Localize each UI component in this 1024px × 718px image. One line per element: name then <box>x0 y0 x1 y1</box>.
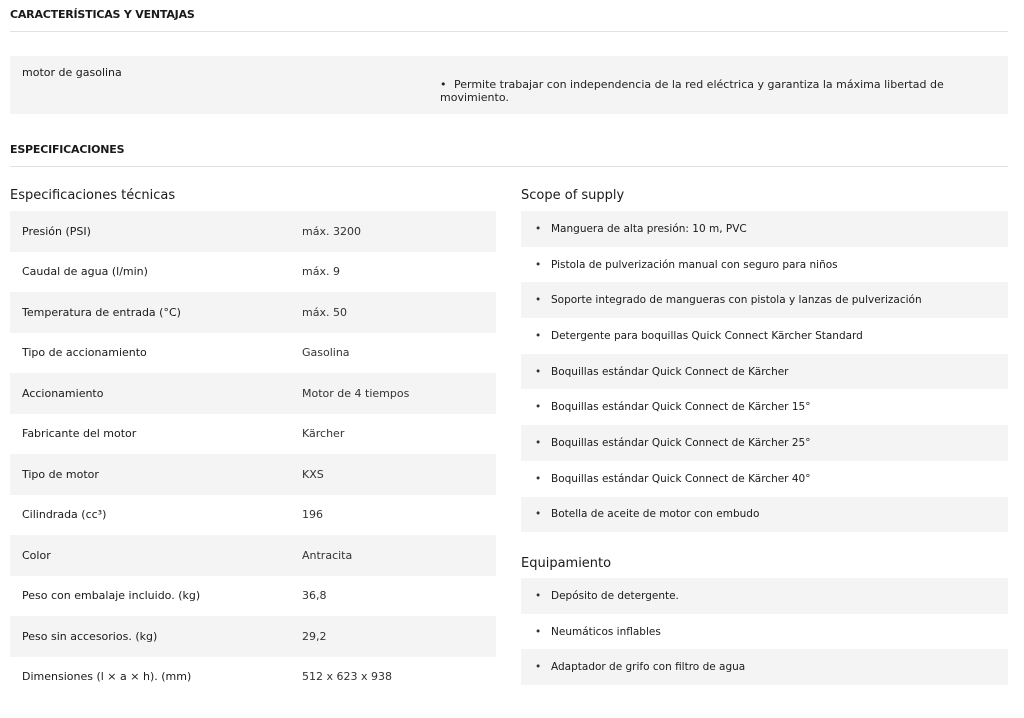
spec-value: 512 x 623 x 938 <box>302 670 392 684</box>
list-item <box>521 318 1008 354</box>
spec-label: Tipo de motor <box>22 467 99 481</box>
bullet-icon: • <box>535 294 542 307</box>
spec-row <box>10 292 496 333</box>
scope-title: Scope of supply <box>521 188 625 203</box>
spec-value: Antracita <box>302 548 353 562</box>
list-item-text: Boquillas estándar Quick Connect de Kärcher <box>551 365 789 378</box>
spec-row <box>10 576 496 617</box>
spec-value: Gasolina <box>302 346 350 360</box>
list-item <box>521 389 1008 425</box>
spec-label: Dimensiones (l × a × h). (mm) <box>22 670 192 684</box>
specs-divider <box>10 166 1008 167</box>
spec-label: Temperatura de entrada (°C) <box>22 305 181 319</box>
list-item <box>521 282 1008 318</box>
spec-value: 196 <box>302 508 323 522</box>
spec-value: 36,8 <box>302 589 327 603</box>
feature-row <box>10 56 1008 114</box>
list-item-text: Boquillas estándar Quick Connect de Kärcher 25° <box>551 436 811 449</box>
spec-label: Color <box>22 548 51 562</box>
list-item-text: Adaptador de grifo con filtro de agua <box>551 661 746 674</box>
list-item-text: Soporte integrado de mangueras con pistola y lanzas de pulverización <box>551 294 922 307</box>
spec-row <box>10 414 496 455</box>
list-item-text: Detergente para boquillas Quick Connect Kärcher Standard <box>551 329 863 342</box>
spec-row <box>10 454 496 495</box>
tech-specs-table <box>10 211 496 697</box>
spec-value: 29,2 <box>302 629 327 643</box>
spec-row <box>10 616 496 657</box>
bullet-icon: • <box>535 589 542 602</box>
tech-specs-title: Especificaciones técnicas <box>10 188 176 203</box>
spec-row <box>10 211 496 252</box>
spec-row <box>10 373 496 414</box>
spec-value: Kärcher <box>302 427 345 441</box>
list-item-text: Pistola de pulverización manual con seguro para niños <box>551 258 838 271</box>
list-item <box>521 211 1008 247</box>
features-section-title: CARACTERÍSTICAS Y VENTAJAS <box>10 8 195 21</box>
list-item <box>521 614 1008 650</box>
spec-row <box>10 333 496 374</box>
bullet-icon: • <box>535 436 542 449</box>
feature-bullet <box>440 78 1008 104</box>
bullet-icon: • <box>535 222 542 235</box>
spec-row <box>10 535 496 576</box>
bullet-icon: • <box>535 401 542 414</box>
spec-row <box>10 252 496 293</box>
spec-row <box>10 495 496 536</box>
spec-label: Fabricante del motor <box>22 427 137 441</box>
equipment-list <box>521 578 1008 685</box>
bullet-icon: • <box>535 258 542 271</box>
scope-list <box>521 211 1008 532</box>
bullet-icon: • <box>535 365 542 378</box>
spec-label: Cilindrada (cc³) <box>22 508 107 522</box>
list-item <box>521 461 1008 497</box>
spec-row <box>10 657 496 698</box>
spec-value: máx. 3200 <box>302 224 361 238</box>
bullet-icon: • <box>535 472 542 485</box>
list-item <box>521 497 1008 533</box>
spec-label: Accionamiento <box>22 386 104 400</box>
spec-value: máx. 9 <box>302 265 340 279</box>
bullet-icon: • <box>535 329 542 342</box>
equipment-title: Equipamiento <box>521 556 612 571</box>
spec-label: Peso sin accesorios. (kg) <box>22 629 158 643</box>
feature-bullet-text: Permite trabajar con independencia de la red eléctrica y garantiza la máxima libertad de movimiento. <box>440 78 944 104</box>
bullet-icon: • <box>535 661 542 674</box>
features-divider <box>10 31 1008 32</box>
list-item-text: Boquillas estándar Quick Connect de Kärcher 40° <box>551 472 811 485</box>
bullet-icon: • <box>535 625 542 638</box>
list-item <box>521 649 1008 685</box>
spec-value: máx. 50 <box>302 305 347 319</box>
bullet-icon: • <box>440 78 447 91</box>
spec-label: Peso con embalaje incluido. (kg) <box>22 589 201 603</box>
spec-value: KXS <box>302 467 324 481</box>
list-item-text: Botella de aceite de motor con embudo <box>551 508 760 521</box>
list-item-text: Boquillas estándar Quick Connect de Kärcher 15° <box>551 401 811 414</box>
spec-value: Motor de 4 tiempos <box>302 386 410 400</box>
spec-label: Caudal de agua (l/min) <box>22 265 148 279</box>
list-item <box>521 425 1008 461</box>
specs-section-title: ESPECIFICACIONES <box>10 143 125 156</box>
list-item-text: Neumáticos inflables <box>551 625 661 638</box>
bullet-icon: • <box>535 508 542 521</box>
list-item-text: Manguera de alta presión: 10 m, PVC <box>551 222 747 235</box>
list-item <box>521 354 1008 390</box>
list-item-text: Depósito de detergente. <box>551 589 679 602</box>
list-item <box>521 247 1008 283</box>
spec-label: Presión (PSI) <box>22 224 91 238</box>
spec-label: Tipo de accionamiento <box>22 346 147 360</box>
list-item <box>521 578 1008 614</box>
feature-name: motor de gasolina <box>22 66 122 79</box>
